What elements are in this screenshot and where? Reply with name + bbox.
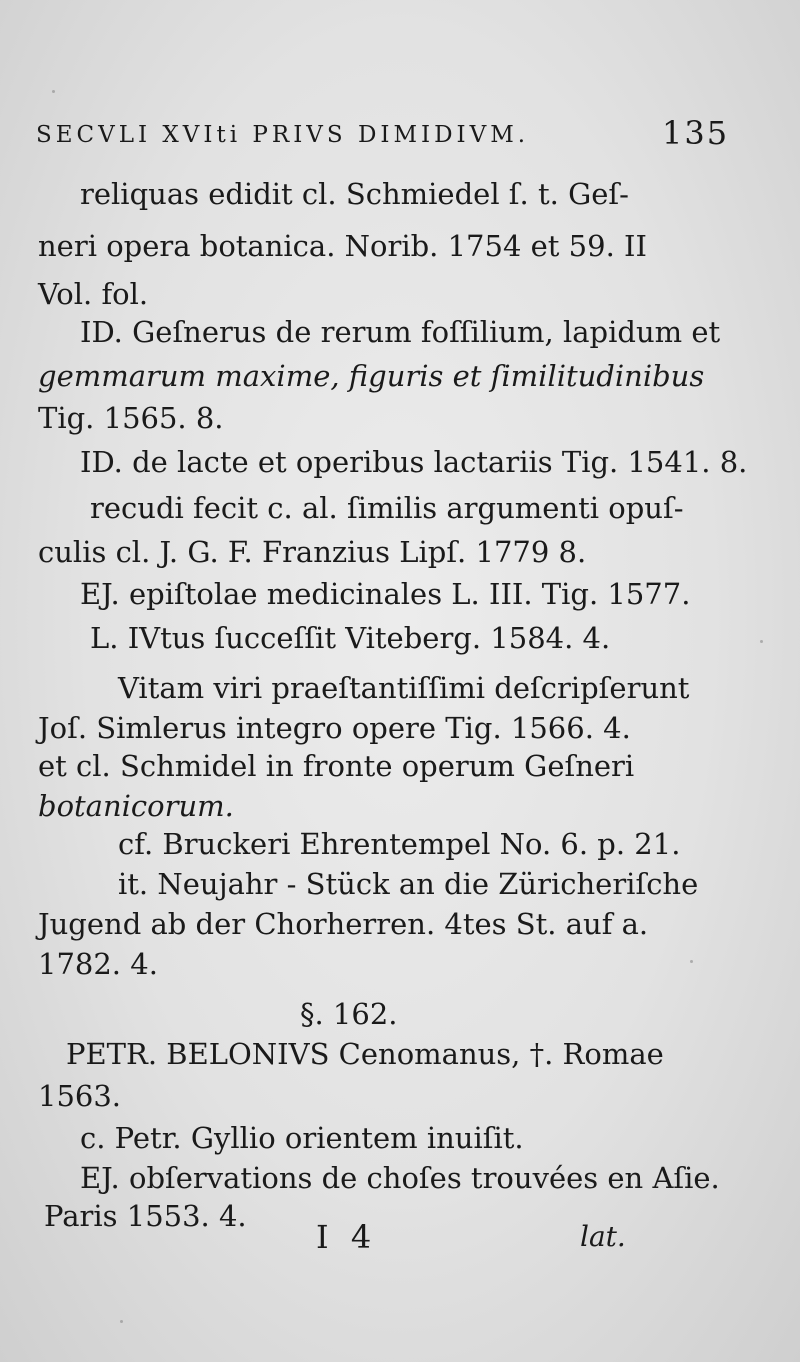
paper-speck: [690, 960, 693, 963]
text-line: 1782. 4.: [38, 947, 158, 981]
text-line: PETR. BELONIVS Cenomanus, †. Romae: [66, 1037, 664, 1071]
text-line: reliquas edidit cl. Schmiedel ſ. t. Geſ-: [80, 177, 629, 211]
text-line: Jugend ab der Chorherren. 4tes St. auf a.: [38, 907, 649, 941]
running-title: SECVLI XVIti PRIVS DIMIDIVM.: [36, 122, 530, 148]
text-line: cf. Bruckeri Ehrentempel No. 6. p. 21.: [118, 827, 681, 861]
paper-speck: [52, 90, 55, 93]
text-line: Joſ. Simlerus integro opere Tig. 1566. 4.: [38, 711, 631, 745]
paper-speck: [120, 1320, 123, 1323]
text-line: ID. de lacte et operibus lactariis Tig. 1541. 8.: [80, 445, 748, 479]
text-line: c. Petr. Gyllio orientem inuiſit.: [80, 1121, 524, 1155]
text-line: it. Neujahr - Stück an die Züricheriſche: [118, 867, 699, 901]
text-line: Paris 1553. 4.: [44, 1199, 247, 1233]
text-line: culis cl. J. G. F. Franzius Lipſ. 1779 8.: [38, 535, 587, 569]
signature-mark: I 4: [316, 1218, 378, 1256]
text-line: EJ. epiſtolae medicinales L. III. Tig. 1577.: [80, 577, 691, 611]
section-heading: §. 162.: [300, 997, 398, 1031]
text-line: botanicorum.: [38, 789, 234, 823]
text-line: Tig. 1565. 8.: [38, 401, 224, 435]
text-line: Vitam viri praeſtantiſſimi deſcripſerunt: [118, 671, 690, 705]
text-line: 1563.: [38, 1079, 122, 1113]
text-line: ID. Geſnerus de rerum foſſilium, lapidum et: [80, 315, 721, 349]
paper-speck: [760, 640, 763, 643]
text-line: L. IVtus ſucceſſit Viteberg. 1584. 4.: [90, 621, 611, 655]
page-number: 135: [662, 114, 730, 152]
catchword: lat.: [580, 1220, 626, 1253]
text-line: gemmarum maxime, figuris et ſimilitudinibus: [38, 359, 705, 393]
text-line: Vol. fol.: [38, 277, 149, 311]
text-line: neri opera botanica. Norib. 1754 et 59. II: [38, 229, 647, 263]
text-line: et cl. Schmidel in fronte operum Geſneri: [38, 749, 635, 783]
text-line: EJ. obſervations de choſes trouvées en Aſie.: [80, 1161, 720, 1195]
text-line: recudi fecit c. al. ſimilis argumenti opuſ-: [90, 491, 684, 525]
